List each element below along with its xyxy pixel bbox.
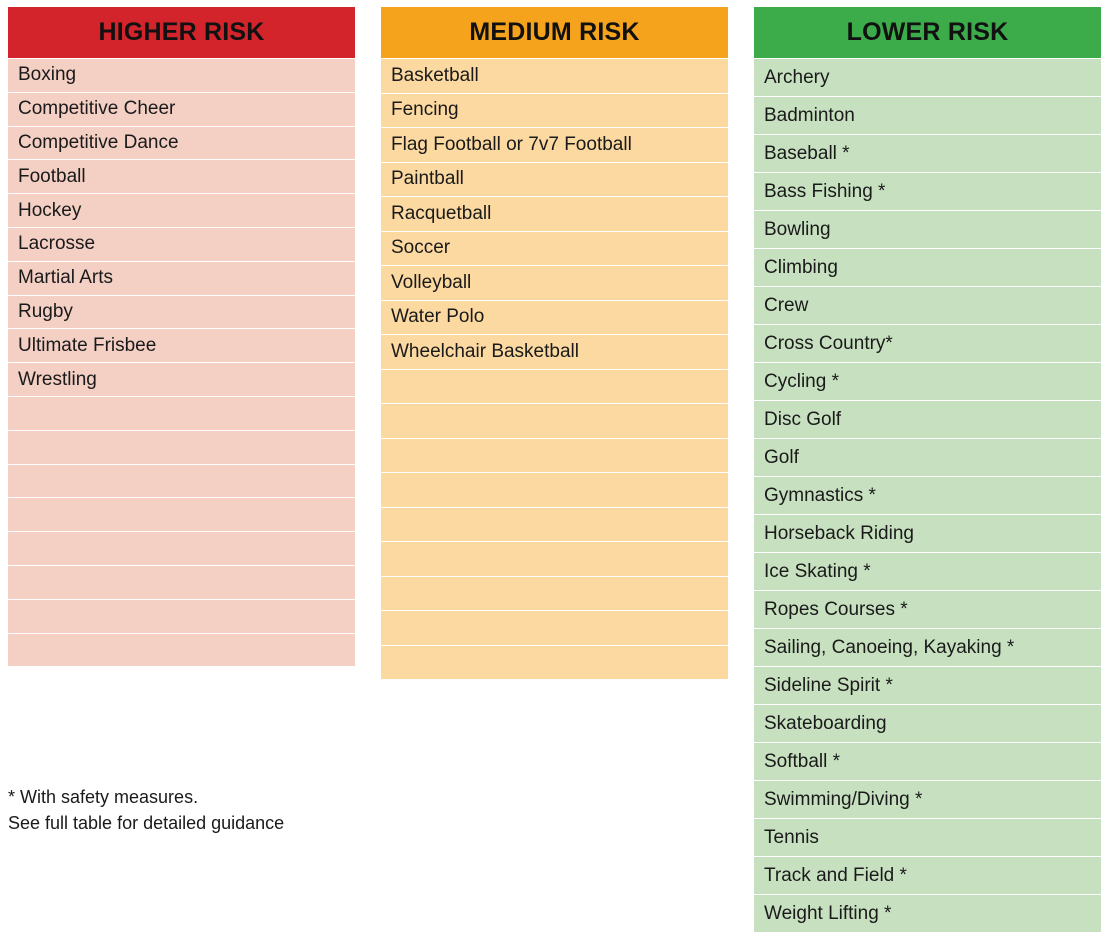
medium-risk-column xyxy=(381,7,728,680)
list-item: Racquetball xyxy=(381,197,728,232)
list-item: Fencing xyxy=(381,94,728,129)
list-item: Soccer xyxy=(381,232,728,267)
medium-risk-header: MEDIUM RISK xyxy=(381,7,728,58)
list-item: Skateboarding xyxy=(754,705,1101,743)
higher-risk-column xyxy=(8,7,355,667)
list-item: Basketball xyxy=(381,59,728,94)
list-item: Cross Country* xyxy=(754,325,1101,363)
list-item: Bass Fishing * xyxy=(754,173,1101,211)
list-item: Crew xyxy=(754,287,1101,325)
lower-risk-header: LOWER RISK xyxy=(754,7,1101,58)
list-item: Softball * xyxy=(754,743,1101,781)
lower-risk-list xyxy=(754,59,1101,933)
list-item: Baseball * xyxy=(754,135,1101,173)
list-item: Cycling * xyxy=(754,363,1101,401)
list-item: Competitive Dance xyxy=(8,127,355,161)
footnote-safety: * With safety measures. xyxy=(8,787,199,807)
list-item xyxy=(8,498,355,532)
higher-risk-list xyxy=(8,59,355,667)
list-item: Ropes Courses * xyxy=(754,591,1101,629)
list-item: Hockey xyxy=(8,194,355,228)
list-item xyxy=(381,611,728,646)
list-item: Flag Football or 7v7 Football xyxy=(381,128,728,163)
lower-risk-column xyxy=(754,7,1101,933)
list-item: Disc Golf xyxy=(754,401,1101,439)
list-item: Badminton xyxy=(754,97,1101,135)
list-item xyxy=(381,646,728,681)
list-item: Wrestling xyxy=(8,363,355,397)
list-item: Swimming/Diving * xyxy=(754,781,1101,819)
list-item: Ultimate Frisbee xyxy=(8,329,355,363)
list-item: Rugby xyxy=(8,296,355,330)
footnote xyxy=(8,784,284,836)
list-item xyxy=(8,431,355,465)
list-item: Horseback Riding xyxy=(754,515,1101,553)
list-item: Competitive Cheer xyxy=(8,93,355,127)
list-item xyxy=(8,634,355,668)
list-item: Lacrosse xyxy=(8,228,355,262)
list-item: Sideline Spirit * xyxy=(754,667,1101,705)
list-item: Bowling xyxy=(754,211,1101,249)
medium-risk-list xyxy=(381,59,728,680)
list-item xyxy=(381,473,728,508)
list-item: Ice Skating * xyxy=(754,553,1101,591)
list-item: Football xyxy=(8,160,355,194)
list-item xyxy=(381,542,728,577)
list-item xyxy=(381,370,728,405)
list-item xyxy=(381,439,728,474)
list-item: Archery xyxy=(754,59,1101,97)
list-item xyxy=(8,465,355,499)
list-item: Martial Arts xyxy=(8,262,355,296)
higher-risk-header: HIGHER RISK xyxy=(8,7,355,58)
list-item xyxy=(381,404,728,439)
list-item: Gymnastics * xyxy=(754,477,1101,515)
list-item: Water Polo xyxy=(381,301,728,336)
list-item: Volleyball xyxy=(381,266,728,301)
list-item: Golf xyxy=(754,439,1101,477)
list-item xyxy=(381,508,728,543)
list-item: Wheelchair Basketball xyxy=(381,335,728,370)
list-item xyxy=(8,532,355,566)
list-item xyxy=(8,397,355,431)
list-item: Track and Field * xyxy=(754,857,1101,895)
list-item: Weight Lifting * xyxy=(754,895,1101,933)
list-item: Climbing xyxy=(754,249,1101,287)
list-item xyxy=(8,566,355,600)
list-item: Sailing, Canoeing, Kayaking * xyxy=(754,629,1101,667)
list-item xyxy=(381,577,728,612)
list-item: Boxing xyxy=(8,59,355,93)
footnote-guidance: See full table for detailed guidance xyxy=(8,813,285,833)
list-item xyxy=(8,600,355,634)
list-item: Tennis xyxy=(754,819,1101,857)
list-item: Paintball xyxy=(381,163,728,198)
